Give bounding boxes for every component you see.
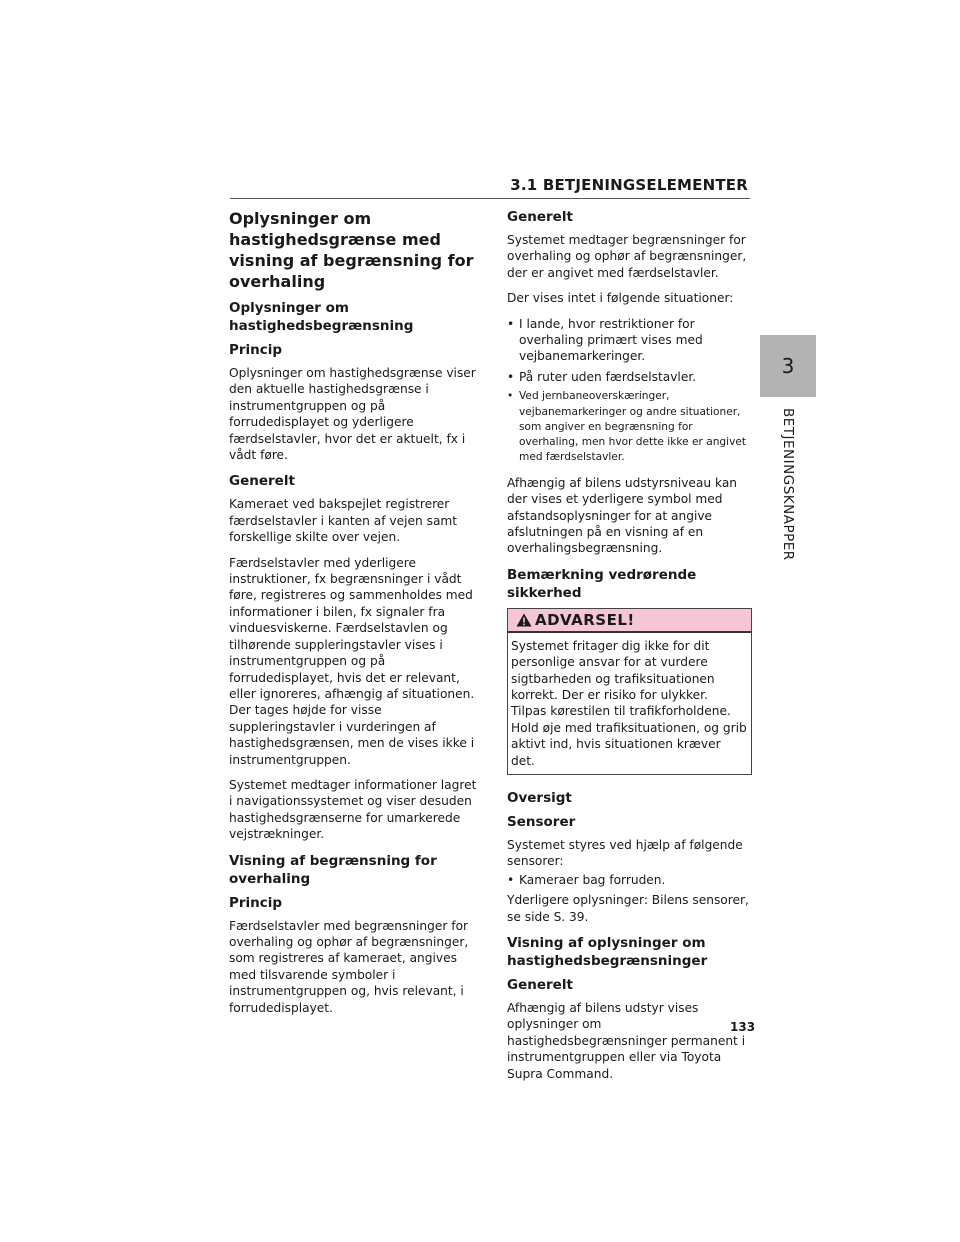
paragraph: Systemet styres ved hjælp af følgende sensorer: (507, 838, 743, 869)
chapter-number: 3 (781, 354, 795, 378)
list-item: • I lande, hvor restriktioner for overhaling primært vises med vejbanemarkeringer. (507, 316, 752, 365)
heading-oversigt: Oversigt (507, 790, 572, 807)
list-item: • Kameraer bag forruden. (507, 872, 752, 888)
paragraph: Færdselstavler med begrænsninger for overhaling og ophør af begrænsninger, som registreres af kameraet, angives med tilsvarende symboler i instrumentgruppen og, hvis relevant, i forrudedisplayet. (229, 918, 469, 1015)
bullet-list (507, 316, 752, 466)
subheading-speed-info: Oplysninger om hastighedsbegrænsning (229, 300, 414, 334)
heading-generelt: Generelt (507, 977, 573, 994)
heading-princip: Princip (229, 342, 283, 358)
main-heading: Oplysninger om hastighedsgrænse med visning af begrænsning for overhaling (229, 209, 474, 291)
list-item: • På ruter uden færdselstavler. (507, 369, 752, 385)
heading-sensorer: Sensorer (507, 814, 576, 831)
section-title: 3.1 BETJENINGSELEMENTER (510, 176, 748, 194)
warning-triangle-icon (516, 613, 532, 627)
warning-text: Systemet fritager dig ikke for dit personlige ansvar for at vurdere sigtbarheden og trafiksituationen korrekt. Der er risiko for ulykker. Tilpas kørestilen til trafikforholdene. Hold øje med trafiksituationen, og grib aktivt ind, hvis situationen kræver det. (511, 638, 747, 768)
chapter-tab (760, 335, 816, 397)
paragraph: Kameraet ved bakspejlet registrerer færdselstavler i kanten af vejen samt forskellige skilte over vejen. (229, 497, 458, 545)
heading-generelt: Generelt (507, 209, 573, 225)
warning-title: ADVARSEL! (535, 610, 635, 629)
paragraph: Yderligere oplysninger: Bilens sensorer, se side S. 39. (507, 893, 749, 924)
paragraph: Afhængig af bilens udstyrsniveau kan der vises et yderligere symbol med afstandsoplysninger for at angive afslutningen på en visning af en overhalingsbegrænsning. (507, 475, 738, 556)
bullet-list (507, 872, 752, 888)
warning-header (508, 609, 751, 633)
paragraph: Systemet medtager informationer lagret i navigationssystemet og viser desuden hastighedsgrænserne for umarkerede vejstrækninger. (229, 777, 477, 842)
warning-box (507, 608, 752, 775)
list-item: • Ved jernbaneoverskæringer, vejbanemarkeringer og andre situationer, som angiver en begrænsning for overhaling, men hvor dette ikke er angivet med færdselstavler. (507, 389, 752, 465)
paragraph: Afhængig af bilens udstyr vises oplysninger om hastighedsbegrænsninger permanent i instrumentgruppen eller via Toyota Supra Command. (507, 1001, 746, 1081)
paragraph: Oplysninger om hastighedsgrænse viser den aktuelle hastighedsgrænse i instrumentgruppen og på forrudedisplayet og yderligere færdselstavler, hvor det er aktuelt, fx i vådt føre. (229, 366, 476, 463)
paragraph: Der vises intet i følgende situationer: (507, 291, 734, 306)
chapter-label: BETJENINGSKNAPPER (780, 408, 796, 561)
paragraph: Systemet medtager begrænsninger for overhaling og ophør af begrænsninger, der er angivet med færdselstavler. (507, 233, 747, 280)
heading-generelt: Generelt (229, 473, 295, 490)
paragraph: Færdselstavler med yderligere instruktioner, fx begrænsninger i vådt føre, registreres og sammenholdes med informationer i bilen, fx signaler fra vinduesviskerne. Færdselstavlen og tilhørende suppleringstavler vises i instrumentgruppen og på forrudedisplayet, hvis det er relevant, eller ignoreres, afhængig af situationen. Der tages højde for visse suppleringstavler i vurderingen af hastighedsgrænsen, men de vises ikke i instrumentgruppen. (229, 555, 475, 767)
heading-princip: Princip (229, 894, 283, 911)
heading-safety: Bemærkning vedrørende sikkerhed (507, 566, 697, 601)
page-header (230, 176, 750, 199)
page-number: 133 (730, 1020, 756, 1034)
subheading-overtaking: Visning af begrænsning for overhaling (229, 852, 437, 887)
right-column (507, 208, 752, 1091)
subheading-display: Visning af oplysninger om hastighedsbegrænsninger (507, 935, 708, 970)
left-column (229, 208, 479, 1025)
